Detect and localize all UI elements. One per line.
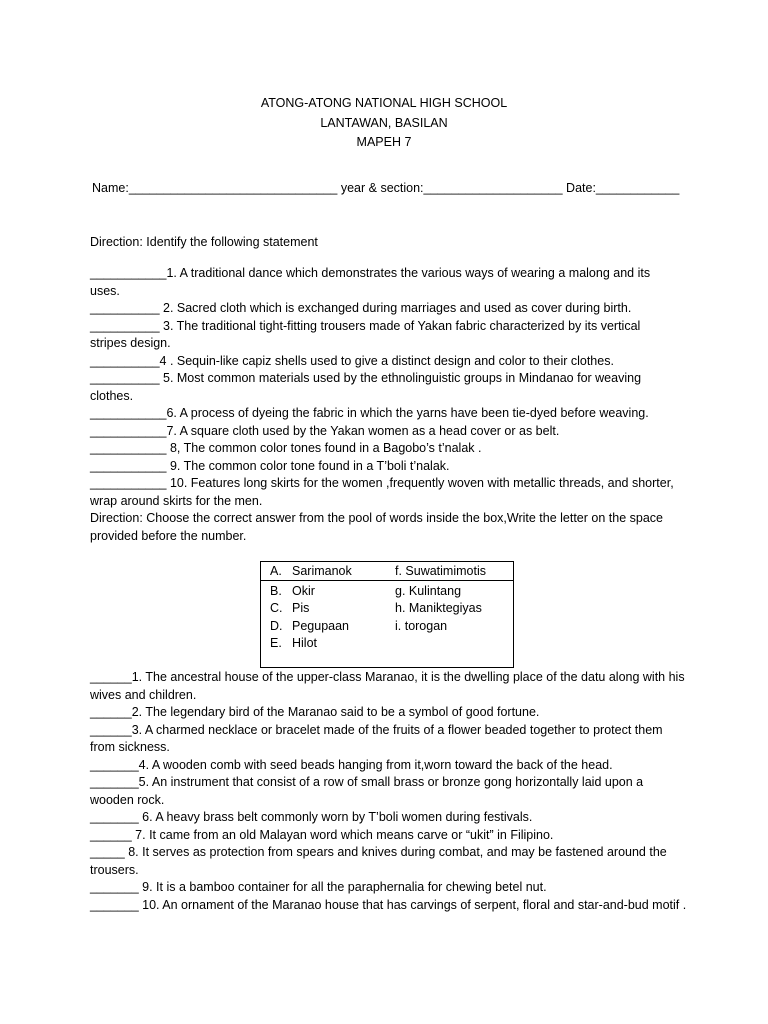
choice-word: f. Suwatimimotis: [395, 564, 486, 578]
word-pool-row: [261, 600, 513, 618]
question-item: ______2. The legendary bird of the Maranao said to be a symbol of good fortune.: [90, 705, 540, 719]
choice-word: Sarimanok: [292, 564, 352, 578]
word-pool-row: [261, 618, 513, 636]
question-item: _______ 10. An ornament of the Maranao house that has carvings of serpent, floral and star-and-bud motif .: [90, 897, 687, 912]
question-item: __________ 3. The traditional tight-fitting trousers made of Yakan fabric characterized by its vertical stripes design.: [90, 318, 641, 350]
question-item: ___________6. A process of dyeing the fabric in which the yarns have been tie-dyed before weaving.: [90, 406, 649, 420]
school-header: [0, 94, 768, 153]
choice-word: Hilot: [292, 636, 318, 650]
choice-word: h. Maniktegiyas: [395, 601, 482, 615]
question-item: ______ 7. It came from an old Malayan word which means carve or “ukit” in Filipino.: [90, 827, 554, 842]
question-item: __________4 . Sequin-like capiz shells used to give a distinct design and color to their clothes.: [90, 353, 614, 368]
question-item: _______5. An instrument that consist of a row of small brass or bronze gong horizontally laid upon a wooden rock.: [90, 775, 644, 807]
question-item: _______ 6. A heavy brass belt commonly worn by T’boli women during festivals.: [90, 810, 533, 824]
direction-choose: Direction: Choose the correct answer from the pool of words inside the box,Write the letter on the space provided before the number.: [90, 511, 663, 543]
word-pool-row: [261, 635, 513, 653]
choice-letter: C.: [270, 601, 283, 615]
choice-letter: B.: [270, 583, 282, 598]
question-item: ______3. A charmed necklace or bracelet made of the fruits of a flower beaded together to protect them from sickness.: [90, 722, 663, 754]
choice-word: Pis: [292, 601, 310, 615]
word-pool-rows: [261, 581, 513, 653]
question-item: __________ 2. Sacred cloth which is exchanged during marriages and used as cover during birth.: [90, 301, 632, 315]
subject-title: MAPEH 7: [356, 135, 412, 149]
choice-word: i. torogan: [395, 618, 448, 633]
question-item: ___________ 8, The common color tones found in a Bagobo’s t’nalak .: [90, 441, 482, 455]
question-item: _______ 9. It is a bamboo container for all the paraphernalia for chewing betel nut.: [90, 880, 547, 894]
choice-letter: E.: [270, 636, 282, 650]
question-item: ___________7. A square cloth used by the Yakan women as a head cover or as belt.: [90, 423, 560, 438]
word-pool-header-row: [261, 562, 513, 581]
direction-identify: Direction: Identify the following statement: [90, 235, 318, 249]
school-location: LANTAWAN, BASILAN: [320, 115, 448, 130]
choice-word: Okir: [292, 583, 315, 598]
matching-items: [90, 669, 690, 914]
question-item: ______1. The ancestral house of the upper-class Maranao, it is the dwelling place of the datu along with his wives and children.: [90, 670, 685, 702]
question-item: __________ 5. Most common materials used by the ethnolinguistic groups in Mindanao for weaving clothes.: [90, 371, 642, 403]
question-item: _____ 8. It serves as protection from spears and knives during combat, and may be fastened around the trousers.: [90, 845, 667, 877]
word-pool-box: [260, 561, 514, 668]
choice-word: Pegupaan: [292, 618, 350, 633]
question-item: ___________ 9. The common color tone found in a T’boli t’nalak.: [90, 458, 450, 473]
identification-items: [90, 265, 678, 510]
word-pool-row: [261, 583, 513, 601]
choice-letter: D.: [270, 618, 283, 633]
question-item: _______4. A wooden comb with seed beads hanging from it,worn toward the back of the head.: [90, 757, 613, 772]
student-info-line: Name:______________________________ year & section:____________________ Date:____________: [92, 181, 680, 195]
question-item: ___________1. A traditional dance which demonstrates the various ways of wearing a malong and its uses.: [90, 266, 651, 298]
choice-word: g. Kulintang: [395, 583, 462, 598]
school-name: ATONG-ATONG NATIONAL HIGH SCHOOL: [260, 96, 508, 110]
choice-letter: A.: [270, 564, 282, 578]
question-item: ___________ 10. Features long skirts for the women ,frequently woven with metallic threads, and shorter, wrap around skirts for the men.: [90, 476, 674, 508]
